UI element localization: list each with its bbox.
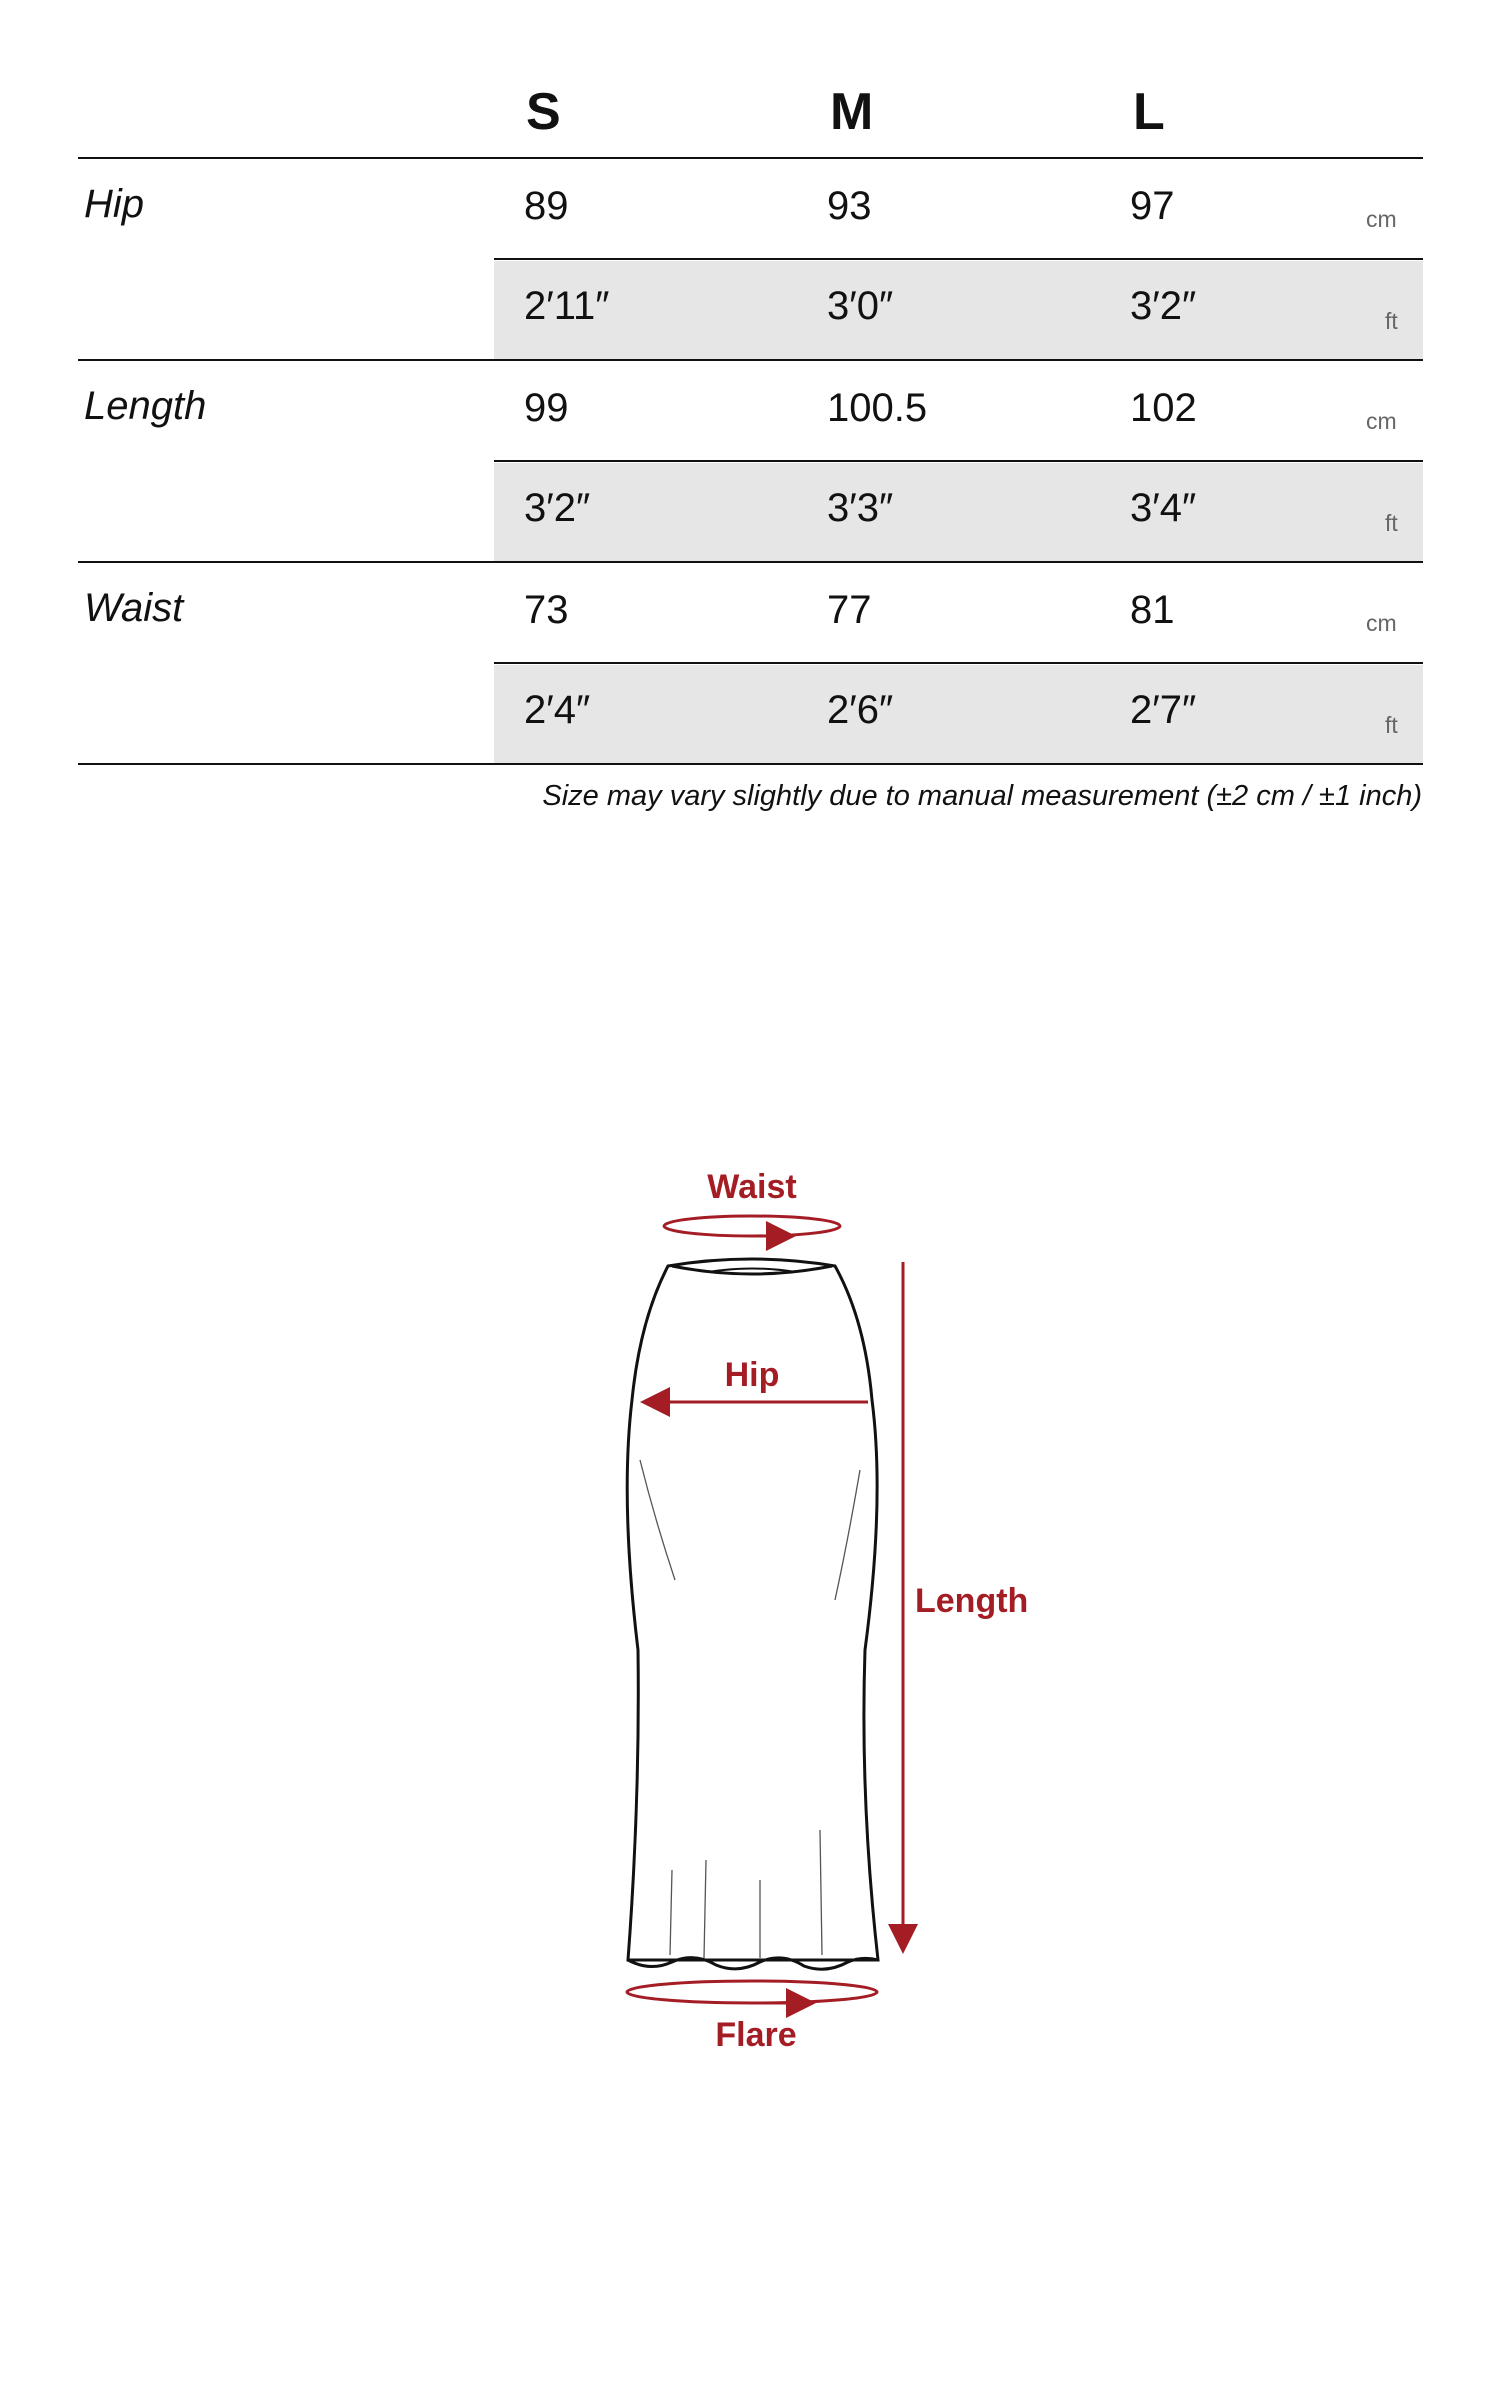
skirt-diagram [0, 1100, 1500, 2080]
size-header-m: M [830, 83, 874, 141]
size-header-l: L [1133, 83, 1165, 141]
hip-l-cm: 97 [1130, 184, 1175, 228]
diagram-label-flare: Flare [715, 2016, 797, 2054]
hip-s-ft: 2′11″ [524, 284, 610, 328]
waist-m-cm: 77 [827, 588, 872, 632]
shade-row-waist-ft [494, 665, 1423, 763]
unit-cm: cm [1366, 610, 1397, 636]
waist-s-ft: 2′4″ [524, 688, 591, 732]
length-s-ft: 3′2″ [524, 486, 591, 530]
unit-cm: cm [1366, 408, 1397, 434]
divider [78, 359, 1423, 361]
divider [78, 763, 1423, 765]
hip-s-cm: 89 [524, 184, 569, 228]
unit-ft: ft [1385, 308, 1398, 334]
shade-row-length-ft [494, 463, 1423, 561]
hip-m-cm: 93 [827, 184, 872, 228]
waist-m-ft: 2′6″ [827, 688, 894, 732]
hip-l-ft: 3′2″ [1130, 284, 1197, 328]
unit-ft: ft [1385, 510, 1398, 536]
waist-measure [664, 1216, 840, 1236]
length-m-ft: 3′3″ [827, 486, 894, 530]
divider [494, 258, 1423, 260]
shade-row-hip-ft [494, 261, 1423, 359]
row-label-hip: Hip [84, 182, 145, 226]
size-header-s: S [526, 83, 561, 141]
waist-l-ft: 2′7″ [1130, 688, 1197, 732]
row-label-waist: Waist [84, 586, 184, 630]
waist-l-cm: 81 [1130, 588, 1175, 632]
length-m-cm: 100.5 [827, 386, 928, 430]
divider [78, 561, 1423, 563]
divider [78, 157, 1423, 159]
waist-s-cm: 73 [524, 588, 569, 632]
length-l-ft: 3′4″ [1130, 486, 1197, 530]
diagram-label-waist: Waist [707, 1168, 797, 1206]
hip-m-ft: 3′0″ [827, 284, 894, 328]
row-label-length: Length [84, 384, 207, 428]
divider [494, 662, 1423, 664]
measurement-note: Size may vary slightly due to manual measurement (±2 cm / ±1 inch) [542, 780, 1422, 812]
unit-cm: cm [1366, 206, 1397, 232]
flare-measure [627, 1981, 877, 2003]
unit-ft: ft [1385, 712, 1398, 738]
diagram-label-length: Length [915, 1582, 1029, 1620]
diagram-label-hip: Hip [724, 1356, 780, 1394]
divider [494, 460, 1423, 462]
length-s-cm: 99 [524, 386, 569, 430]
length-l-cm: 102 [1130, 386, 1197, 430]
